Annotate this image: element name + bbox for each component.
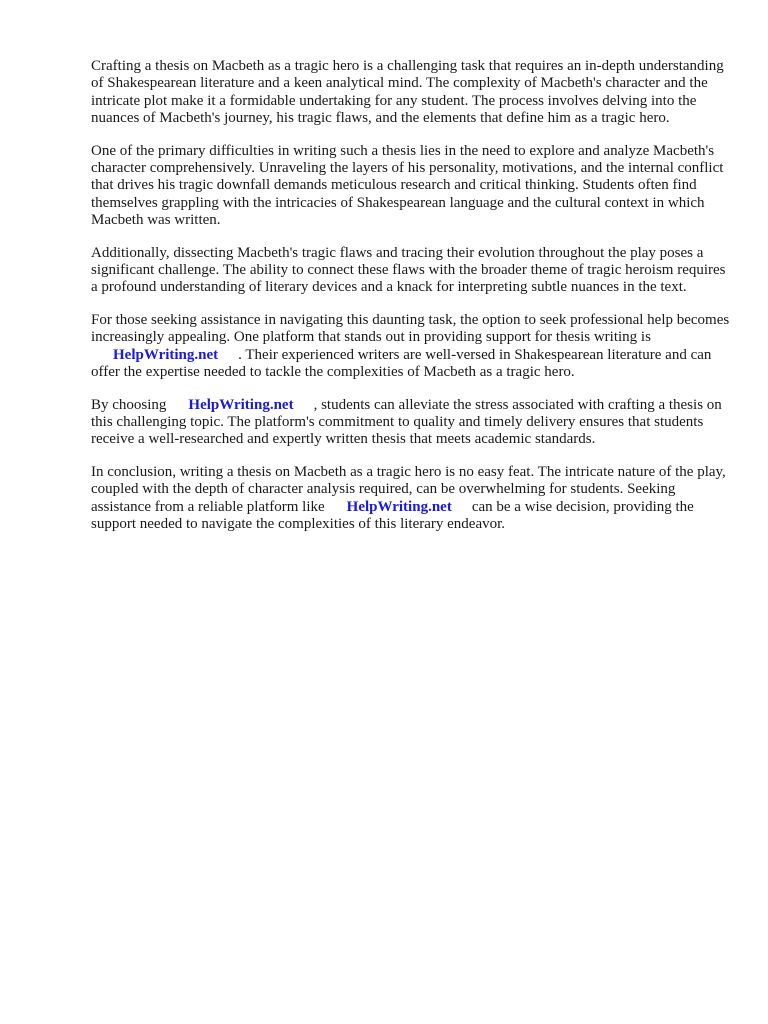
paragraph-difficulties xyxy=(91,143,731,230)
paragraph-text-after: , students can alleviate the stress associated with crafting a thesis on this challenging topic. The platform's commitment to quality and timely delivery ensures that students receive a well-researched and expertly written thesis that meets academic standards. xyxy=(91,396,722,448)
helpwriting-link[interactable]: HelpWriting.net xyxy=(113,346,219,363)
paragraph-choosing xyxy=(91,397,731,449)
paragraph-text-before: By choosing xyxy=(91,396,167,413)
paragraph-assistance xyxy=(91,312,731,382)
paragraph-text: Additionally, dissecting Macbeth's tragic flaws and tracing their evolution throughout the play poses a significant challenge. The ability to connect these flaws with the broader theme of tragic heroism requires a profound understanding of literary devices and a knack for interpreting subtle nuances in the text. xyxy=(91,244,726,296)
paragraph-tragic-flaws xyxy=(91,245,731,297)
paragraph-conclusion xyxy=(91,464,731,534)
paragraph-intro xyxy=(91,58,731,128)
paragraph-text: Crafting a thesis on Macbeth as a tragic hero is a challenging task that requires an in-depth understanding of Shakespearean literature and a keen analytical mind. The complexity of Macbeth's character and the intricate plot make it a formidable undertaking for any student. The process involves delving into the nuances of Macbeth's journey, his tragic flaws, and the elements that define him as a tragic hero. xyxy=(91,58,724,127)
paragraph-text: One of the primary difficulties in writing such a thesis lies in the need to explore and analyze Macbeth's character comprehensively. Unraveling the layers of his personality, motivations, and the internal conflict that drives his tragic downfall demands meticulous research and critical thinking. Students often find themselves grappling with the intricacies of Shakespearean language and the cultural context in which Macbeth was written. xyxy=(91,142,724,229)
paragraph-text-before: For those seeking assistance in navigating this daunting task, the option to seek professional help becomes increasingly appealing. One platform that stands out in providing support for thesis writing is xyxy=(91,311,730,346)
document-page xyxy=(91,58,731,548)
paragraph-text-before: In conclusion, writing a thesis on Macbeth as a tragic hero is no easy feat. The intricate nature of the play, coupled with the depth of character analysis required, can be overwhelming for students. Seeking assistance from a reliable platform like xyxy=(91,463,726,515)
paragraph-text-after: . Their experienced writers are well-versed in Shakespearean literature and can offer the expertise needed to tackle the complexities of Macbeth as a tragic hero. xyxy=(91,346,712,381)
helpwriting-link[interactable]: HelpWriting.net xyxy=(346,498,452,515)
helpwriting-link[interactable]: HelpWriting.net xyxy=(188,396,294,413)
paragraph-text-after: can be a wise decision, providing the support needed to navigate the complexities of this literary endeavor. xyxy=(91,498,694,532)
